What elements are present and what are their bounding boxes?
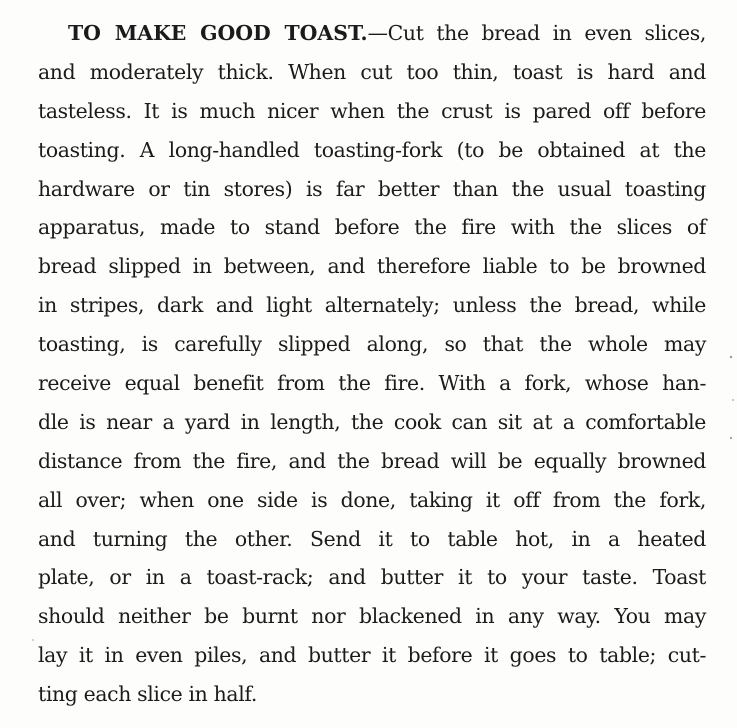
- speck: [730, 437, 732, 439]
- text-line-1: [38, 14, 706, 53]
- text-line-5: hardware or tin stores) is far better than the usual toasting: [38, 176, 706, 201]
- text-line-8: in stripes, dark and light alternately; unless the bread, while: [38, 293, 706, 318]
- speck: [730, 356, 732, 358]
- text-line-15: plate, or in a toast-rack; and butter it to your taste. Toast: [38, 565, 706, 590]
- text-line-2: and moderately thick. When cut too thin, toast is hard and: [38, 59, 706, 84]
- text-line-7: bread slipped in between, and therefore liable to be browned: [38, 254, 706, 279]
- text-line-13: all over; when one side is done, taking it off from the fork,: [38, 487, 706, 512]
- text-line-6: apparatus, made to stand before the fire with the slices of: [38, 215, 706, 240]
- recipe-paragraph: [38, 14, 706, 714]
- text-line-3: tasteless. It is much nicer when the crust is pared off before: [38, 98, 706, 123]
- text-line-10: receive equal benefit from the fire. With a fork, whose han-: [38, 371, 706, 396]
- text-line-14: and turning the other. Send it to table hot, in a heated: [38, 526, 706, 551]
- text-line-9: toasting, is carefully slipped along, so that the whole may: [38, 332, 706, 357]
- text-line-4: toasting. A long-handled toasting-fork (to be obtained at the: [38, 137, 706, 162]
- text-line-18: ting each slice in half.: [38, 682, 257, 707]
- recipe-heading: TO MAKE GOOD TOAST.: [68, 21, 368, 45]
- text-line-11: dle is near a yard in length, the cook can sit at a comfortable: [38, 409, 706, 434]
- text-line-16: should neither be burnt nor blackened in any way. You may: [38, 604, 706, 629]
- text-line-12: distance from the fire, and the bread will be equally browned: [38, 448, 706, 473]
- text-line-17: lay it in even piles, and butter it before it goes to table; cut-: [38, 643, 706, 668]
- speck: [732, 399, 734, 401]
- line-1-text: —Cut the bread in even slices,: [367, 21, 707, 45]
- speck: [32, 639, 34, 641]
